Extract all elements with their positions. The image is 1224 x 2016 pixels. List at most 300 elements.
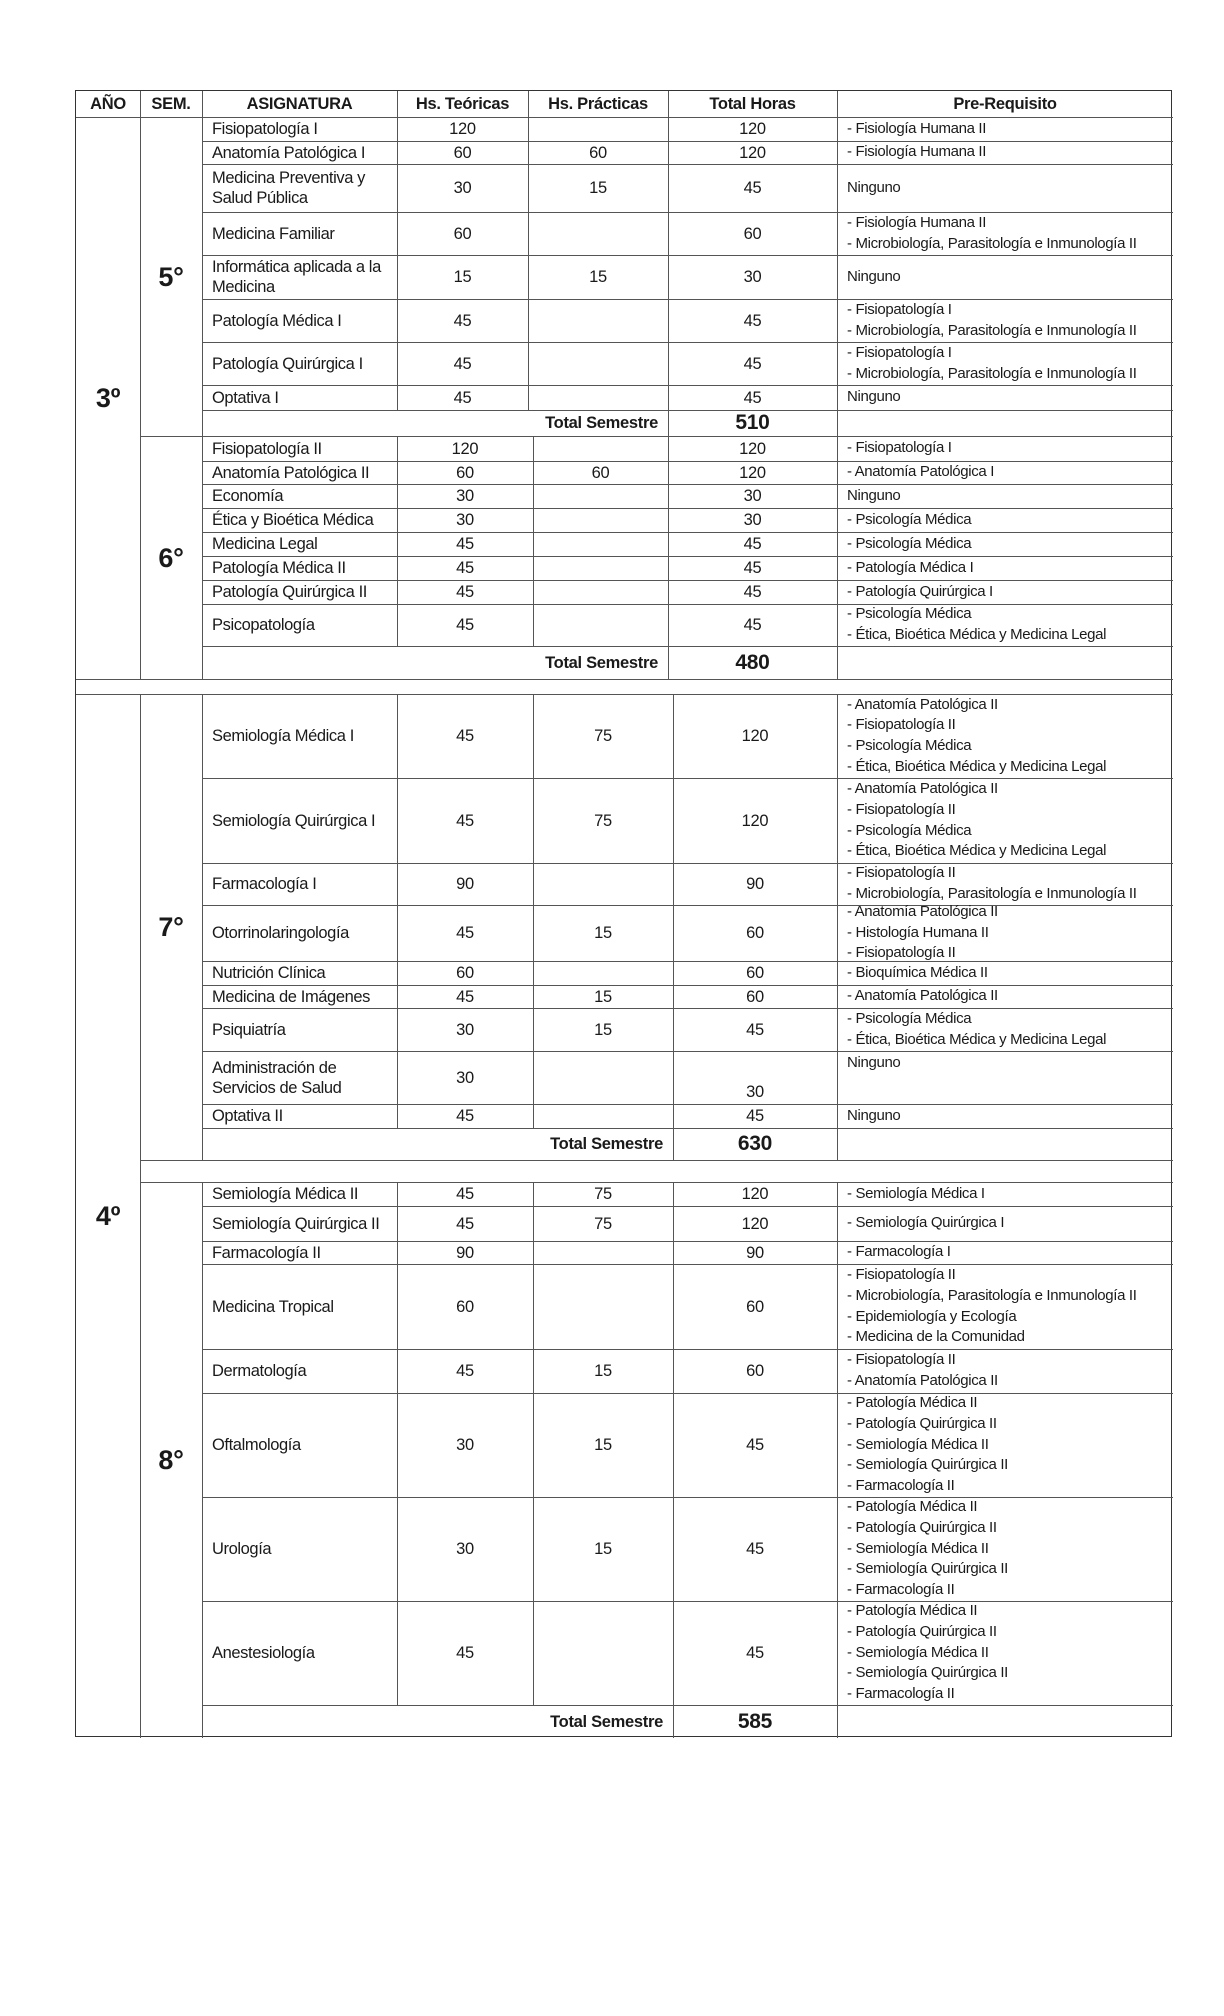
- prerequisite-item: Ninguno: [847, 178, 901, 196]
- header-column-divider: [202, 91, 203, 117]
- column-divider: [837, 532, 838, 556]
- total-hours-text: 45: [743, 311, 762, 330]
- prerequisite-list: [837, 385, 1173, 410]
- theory-hours-text: 45: [456, 1185, 474, 1203]
- subject-name: [202, 164, 397, 212]
- total-hours-text: 120: [741, 1185, 769, 1203]
- column-divider: [837, 1393, 838, 1497]
- subject-name-text: Informática aplicada a la Medicina: [212, 258, 381, 296]
- header-total-hours-text: Total Horas: [709, 95, 796, 113]
- prerequisite-lines: [847, 1106, 900, 1127]
- practice-hours-text: 15: [594, 1362, 612, 1380]
- total-hours: [673, 1104, 837, 1128]
- theory-hours: [397, 1051, 533, 1104]
- prerequisite-item: - Microbiología, Parasitología e Inmunología II: [847, 885, 1137, 902]
- column-divider: [533, 1497, 534, 1601]
- prerequisite-lines: [847, 534, 971, 555]
- prerequisite-list: [837, 342, 1173, 385]
- practice-hours-text: 60: [591, 463, 610, 482]
- prerequisite-list: [837, 1241, 1173, 1264]
- column-divider: [533, 604, 534, 646]
- subject-name-text: Patología Médica II: [212, 559, 346, 577]
- column-divider: [528, 299, 529, 342]
- column-divider: [528, 164, 529, 212]
- prerequisite-item: - Semiología Médica II: [847, 1643, 989, 1661]
- column-divider: [533, 694, 534, 778]
- practice-hours: [533, 532, 668, 556]
- prerequisite-item: - Semiología Quirúrgica II: [847, 1664, 1008, 1682]
- prerequisite-list: [837, 436, 1173, 461]
- theory-hours-text: 120: [449, 120, 476, 138]
- practice-hours: [528, 385, 668, 410]
- prerequisite-item: - Fisiopatología II: [847, 864, 956, 882]
- column-divider: [397, 905, 398, 961]
- prerequisite-lines: [847, 387, 900, 408]
- total-hours-text: 90: [746, 1243, 764, 1262]
- column-divider: [397, 1206, 398, 1241]
- theory-hours-text: 30: [456, 511, 474, 529]
- column-divider: [673, 1497, 674, 1601]
- total-hours: [668, 461, 837, 484]
- subject-name: [202, 694, 397, 778]
- prerequisite-item: - Bioquímica Médica II: [847, 963, 988, 981]
- total-semester-label: [202, 1705, 673, 1738]
- subject-name-text: Psiquiatría: [212, 1020, 286, 1039]
- column-divider: [837, 556, 838, 580]
- subject-name: [202, 508, 397, 532]
- prerequisite-item: Ninguno: [847, 388, 901, 406]
- header-column-divider: [397, 91, 398, 117]
- theory-hours-text: 60: [453, 143, 472, 162]
- theory-hours-text: 45: [453, 354, 472, 373]
- total-hours-text: 60: [746, 987, 764, 1006]
- prerequisite-lines: [847, 1184, 985, 1205]
- total-semester-label-text: Total Semestre: [545, 653, 658, 672]
- practice-hours-text: 15: [594, 1540, 612, 1558]
- total-hours: [668, 255, 837, 299]
- practice-hours-text: 60: [589, 143, 607, 162]
- total-hours: [673, 694, 837, 778]
- column-divider: [533, 961, 534, 985]
- subject-name: [202, 985, 397, 1008]
- column-divider: [673, 778, 674, 863]
- practice-hours-text: 15: [589, 179, 607, 197]
- column-divider: [533, 436, 534, 461]
- column-divider: [673, 985, 674, 1008]
- practice-hours-text: 15: [594, 1436, 612, 1454]
- theory-hours-text: 45: [456, 1214, 474, 1233]
- theory-hours-text: 45: [456, 811, 474, 830]
- column-divider: [837, 1601, 838, 1705]
- column-divider: [668, 141, 669, 164]
- theory-hours-text: 45: [456, 616, 474, 634]
- column-divider: [533, 1349, 534, 1393]
- practice-hours-text: 75: [594, 811, 612, 830]
- total-semester-empty: [837, 1128, 1173, 1160]
- column-divider: [673, 1051, 674, 1104]
- practice-hours: [533, 484, 668, 508]
- header-year-text: AÑO: [90, 95, 126, 113]
- prerequisite-item: Ninguno: [847, 1054, 901, 1071]
- prerequisite-item: - Patología Médica II: [847, 1394, 978, 1412]
- subject-name-text: Semiología Quirúrgica II: [212, 1214, 380, 1233]
- prerequisite-list: [837, 1206, 1173, 1241]
- semester-label: [140, 117, 202, 436]
- prerequisite-item: - Patología Quirúrgica II: [847, 1622, 997, 1640]
- column-divider: [837, 342, 838, 385]
- column-divider: [673, 905, 674, 961]
- column-divider: [533, 484, 534, 508]
- subject-name: [202, 484, 397, 508]
- prerequisite-item: - Fisiopatología I: [847, 343, 952, 361]
- prerequisite-item: Ninguno: [847, 486, 901, 504]
- prerequisite-list: [837, 1008, 1173, 1051]
- total-hours: [673, 1601, 837, 1705]
- total-hours: [668, 508, 837, 532]
- total-semester-value-text: 480: [735, 650, 770, 674]
- practice-hours: [533, 985, 673, 1008]
- subject-name-text: Farmacología II: [212, 1243, 321, 1262]
- column-divider: [528, 385, 529, 410]
- prerequisite-list: [837, 604, 1173, 646]
- column-divider: [397, 556, 398, 580]
- prerequisite-list: [837, 1601, 1173, 1705]
- theory-hours: [397, 342, 528, 385]
- column-divider: [397, 863, 398, 905]
- prerequisite-item: - Semiología Quirúrgica II: [847, 1456, 1008, 1474]
- theory-hours: [397, 778, 533, 863]
- theory-hours: [397, 985, 533, 1008]
- semester-label-text: 7°: [158, 912, 184, 942]
- practice-hours: [533, 905, 673, 961]
- prerequisite-item: - Fisiopatología II: [847, 716, 956, 734]
- subject-name-text: Patología Quirúrgica II: [212, 583, 367, 601]
- prerequisite-lines: [847, 1601, 1008, 1705]
- column-divider: [397, 1497, 398, 1601]
- practice-hours: [533, 461, 668, 484]
- prerequisite-list: [837, 556, 1173, 580]
- total-hours-text: 120: [741, 1214, 769, 1233]
- prerequisite-item: - Anatomía Patológica II: [847, 987, 998, 1005]
- subject-name: [202, 385, 397, 410]
- practice-hours: [533, 1349, 673, 1393]
- prerequisite-item: - Fisiopatología I: [847, 439, 952, 457]
- total-hours-text: 45: [743, 535, 762, 553]
- theory-hours: [397, 1349, 533, 1393]
- column-divider: [668, 484, 669, 508]
- column-divider: [397, 299, 398, 342]
- prerequisite-list: [837, 961, 1173, 985]
- total-hours-text: 120: [741, 811, 769, 830]
- prerequisite-item: Ninguno: [847, 267, 901, 285]
- practice-hours: [533, 961, 673, 985]
- prerequisite-lines: [847, 779, 1106, 862]
- prerequisite-list: [837, 508, 1173, 532]
- total-hours-text: 30: [743, 511, 762, 529]
- column-divider: [837, 461, 838, 484]
- column-divider: [837, 1182, 838, 1206]
- total-hours: [668, 436, 837, 461]
- prerequisite-lines: [847, 142, 986, 163]
- total-hours-text: 60: [746, 1297, 764, 1316]
- theory-hours: [397, 484, 533, 508]
- prerequisite-list: [837, 164, 1173, 212]
- subject-name: [202, 580, 397, 604]
- practice-hours-text: 75: [594, 727, 612, 745]
- total-hours: [668, 164, 837, 212]
- semester-label-text: 8°: [158, 1445, 184, 1475]
- practice-hours: [533, 1393, 673, 1497]
- theory-hours-text: 90: [456, 1243, 474, 1262]
- prerequisite-item: - Fisiología Humana II: [847, 119, 987, 137]
- total-semester-label-text: Total Semestre: [550, 1135, 663, 1153]
- column-divider: [673, 1393, 674, 1497]
- total-hours: [668, 580, 837, 604]
- prerequisite-item: - Ética, Bioética Médica y Medicina Legal: [847, 842, 1107, 860]
- prerequisite-item: - Psicología Médica: [847, 1009, 972, 1027]
- total-hours: [668, 342, 837, 385]
- prerequisite-lines: [847, 1497, 1008, 1601]
- column-divider: [668, 164, 669, 212]
- theory-hours-text: 45: [456, 987, 474, 1006]
- total-semester-value: [668, 646, 837, 679]
- prerequisite-lines: [847, 510, 971, 531]
- theory-hours-text: 90: [456, 875, 474, 893]
- total-hours: [673, 1497, 837, 1601]
- semester-label-text: 6°: [158, 542, 184, 573]
- theory-hours-text: 30: [453, 179, 472, 197]
- column-divider: [533, 508, 534, 532]
- column-divider: [397, 1264, 398, 1349]
- theory-hours-text: 30: [456, 1068, 474, 1087]
- total-semester-value: [673, 1128, 837, 1160]
- column-divider: [837, 1008, 838, 1051]
- subject-name-text: Ética y Bioética Médica: [212, 511, 374, 529]
- subject-name: [202, 436, 397, 461]
- prerequisite-item: - Ética, Bioética Médica y Medicina Legal: [847, 626, 1107, 643]
- theory-hours: [397, 508, 533, 532]
- header-total-hours: [668, 91, 837, 117]
- column-divider: [837, 905, 838, 961]
- column-divider: [837, 694, 838, 778]
- total-semester-value-text: 510: [735, 411, 770, 434]
- column-divider: [668, 556, 669, 580]
- column-divider: [397, 212, 398, 255]
- theory-hours: [397, 556, 533, 580]
- theory-hours: [397, 436, 533, 461]
- practice-hours: [528, 164, 668, 212]
- subject-name-text: Medicina Legal: [212, 535, 318, 553]
- prerequisite-list: [837, 985, 1173, 1008]
- subject-name-text: Semiología Quirúrgica I: [212, 811, 376, 830]
- column-divider: [673, 1349, 674, 1393]
- column-divider: [533, 1264, 534, 1349]
- subject-name: [202, 961, 397, 985]
- column-divider: [533, 461, 534, 484]
- prerequisite-item: - Patología Médica II: [847, 1602, 978, 1620]
- prerequisite-item: - Patología Quirúrgica II: [847, 1518, 997, 1536]
- subject-name-text: Otorrinolaringología: [212, 924, 349, 942]
- subject-name: [202, 1349, 397, 1393]
- prerequisite-item: - Farmacología I: [847, 1243, 951, 1261]
- prerequisite-lines: [847, 486, 900, 507]
- practice-hours-text: 15: [589, 268, 607, 286]
- prerequisite-item: - Medicina de la Comunidad: [847, 1328, 1025, 1346]
- prerequisite-item: - Farmacología II: [847, 1685, 955, 1703]
- column-divider: [397, 1104, 398, 1128]
- total-semester-value: [668, 410, 837, 436]
- total-hours: [668, 556, 837, 580]
- column-divider: [837, 1206, 838, 1241]
- total-hours: [673, 863, 837, 905]
- column-divider: [528, 141, 529, 164]
- total-hours-text: 120: [739, 439, 766, 458]
- column-divider: [668, 461, 669, 484]
- column-divider: [397, 985, 398, 1008]
- practice-hours: [533, 1497, 673, 1601]
- subject-name-text: Oftalmología: [212, 1436, 301, 1454]
- prerequisite-item: - Fisiología Humana II: [847, 213, 987, 231]
- header-prerequisite: [837, 91, 1173, 117]
- prerequisite-list: [837, 461, 1173, 484]
- prerequisite-lines: [847, 438, 952, 459]
- prerequisite-item: - Anatomía Patológica I: [847, 463, 995, 481]
- total-hours: [673, 1264, 837, 1349]
- column-divider: [397, 508, 398, 532]
- total-hours-text: 30: [743, 487, 762, 505]
- prerequisite-item: - Fisiopatología II: [847, 800, 956, 818]
- prerequisite-lines: [847, 558, 973, 579]
- column-divider: [397, 1241, 398, 1264]
- subject-name-text: Anatomía Patológica II: [212, 463, 370, 482]
- prerequisite-lines: [847, 119, 986, 140]
- semester-label-text: 5°: [158, 261, 184, 292]
- subject-name: [202, 1008, 397, 1051]
- column-divider: [397, 255, 398, 299]
- column-divider: [837, 117, 838, 141]
- total-hours-text: 45: [743, 388, 762, 407]
- prerequisite-list: [837, 141, 1173, 164]
- total-hours-text: 120: [739, 120, 766, 138]
- theory-hours: [397, 1241, 533, 1264]
- theory-hours-text: 30: [456, 1436, 474, 1454]
- theory-hours: [397, 255, 528, 299]
- total-semester-value: [673, 1705, 837, 1738]
- column-divider: [528, 255, 529, 299]
- semester-label: [140, 694, 202, 1160]
- total-semester-label: [202, 410, 668, 436]
- subject-name-text: Optativa II: [212, 1107, 283, 1125]
- theory-hours: [397, 164, 528, 212]
- theory-hours: [397, 863, 533, 905]
- prerequisite-lines: [847, 604, 1106, 645]
- practice-hours-text: 15: [594, 1020, 612, 1039]
- column-divider: [837, 484, 838, 508]
- prerequisite-lines: [847, 1053, 900, 1074]
- subject-name-text: Optativa I: [212, 388, 279, 407]
- total-hours: [673, 1393, 837, 1497]
- column-divider: [837, 1241, 838, 1264]
- column-divider: [837, 255, 838, 299]
- prerequisite-item: - Epidemiología y Ecología: [847, 1307, 1017, 1325]
- total-semester-label: [202, 1128, 673, 1160]
- subject-name: [202, 141, 397, 164]
- practice-hours: [533, 863, 673, 905]
- subject-name: [202, 342, 397, 385]
- subject-name-text: Anatomía Patológica I: [212, 143, 366, 162]
- total-hours-text: 120: [741, 727, 769, 745]
- subject-name-text: Economía: [212, 487, 284, 505]
- column-divider: [668, 212, 669, 255]
- theory-hours: [397, 299, 528, 342]
- semester-label: [140, 1182, 202, 1738]
- column-divider: [668, 508, 669, 532]
- prerequisite-item: - Anatomía Patológica II: [847, 780, 998, 798]
- column-divider: [668, 410, 669, 436]
- prerequisite-lines: [847, 343, 1137, 384]
- total-hours-text: 45: [743, 354, 762, 373]
- theory-hours: [397, 1497, 533, 1601]
- prerequisite-item: Ninguno: [847, 1106, 901, 1124]
- header-column-divider: [668, 91, 669, 117]
- total-hours: [673, 1349, 837, 1393]
- practice-hours: [533, 436, 668, 461]
- total-hours-text: 60: [746, 924, 764, 942]
- theory-hours: [397, 1182, 533, 1206]
- total-hours: [673, 1241, 837, 1264]
- column-divider: [673, 1206, 674, 1241]
- column-divider: [673, 1705, 674, 1738]
- column-divider: [673, 1008, 674, 1051]
- total-hours: [668, 604, 837, 646]
- column-divider: [837, 1497, 838, 1601]
- theory-hours-text: 45: [456, 583, 474, 601]
- prerequisite-lines: [847, 1350, 998, 1391]
- subject-name: [202, 461, 397, 484]
- total-hours-text: 60: [743, 224, 762, 243]
- theory-hours: [397, 961, 533, 985]
- subject-name-text: Administración de Servicios de Salud: [212, 1058, 342, 1097]
- total-hours-text: 60: [746, 1362, 764, 1380]
- theory-hours: [397, 1206, 533, 1241]
- theory-hours: [397, 532, 533, 556]
- theory-hours: [397, 1008, 533, 1051]
- column-divider: [673, 1241, 674, 1264]
- prerequisite-item: - Fisiología Humana II: [847, 143, 987, 161]
- practice-hours-text: 15: [594, 987, 612, 1006]
- prerequisite-list: [837, 1264, 1173, 1349]
- column-divider: [397, 461, 398, 484]
- column-divider: [528, 342, 529, 385]
- prerequisite-item: - Fisiopatología I: [847, 300, 952, 318]
- total-hours-text: 45: [743, 179, 762, 197]
- prerequisite-lines: [847, 582, 993, 603]
- theory-hours: [397, 1264, 533, 1349]
- subject-name: [202, 1182, 397, 1206]
- prerequisite-lines: [847, 1213, 1004, 1234]
- prerequisite-item: - Psicología Médica: [847, 737, 972, 754]
- prerequisite-item: - Patología Médica II: [847, 1498, 978, 1516]
- subject-name: [202, 117, 397, 141]
- column-divider: [533, 556, 534, 580]
- column-divider: [533, 863, 534, 905]
- total-hours-text: 45: [746, 1107, 764, 1125]
- prerequisite-lines: [847, 1393, 1008, 1497]
- column-divider: [533, 1601, 534, 1705]
- theory-hours-text: 60: [453, 224, 472, 243]
- column-divider: [668, 117, 669, 141]
- column-divider: [837, 1264, 838, 1349]
